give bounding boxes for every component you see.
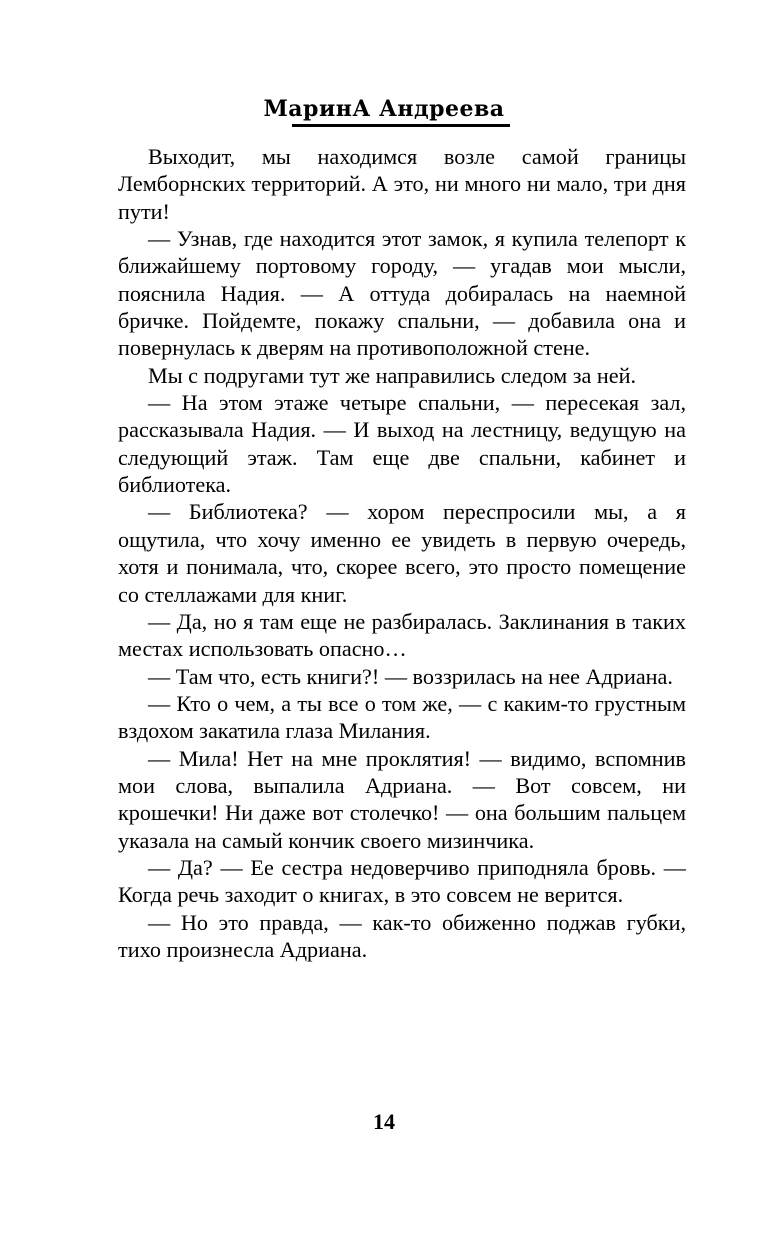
paragraph: — Кто о чем, а ты все о том же, — с каким-то грустным вздохом закатила глаза Милания. <box>118 690 686 744</box>
author-name: МаринА Андреева <box>263 96 505 122</box>
header-underline <box>292 124 510 127</box>
paragraph: — Да, но я там еще не разбиралась. Заклинания в таких местах использовать опасно… <box>118 608 686 662</box>
paragraph: — Но это правда, — как-то обиженно поджав губки, тихо произнесла Адриана. <box>118 909 686 962</box>
body-text <box>118 143 686 963</box>
running-header <box>0 96 768 126</box>
paragraph: Мы с подругами тут же направились следом за ней. <box>148 362 637 388</box>
paragraph: — Да? — Ее сестра недоверчиво приподняла бровь. — Когда речь заходит о книгах, в это совсем не верится. <box>118 854 686 908</box>
paragraph: — Библиотека? — хором переспросили мы, а я ощутила, что хочу именно ее увидеть в первую очередь, хотя и понимала, что, скорее всего, это просто помещение со стеллажами для книг. <box>118 499 686 607</box>
page-number: 14 <box>373 1109 395 1134</box>
paragraph: Выходит, мы находимся возле самой границы Лемборнских территорий. А это, ни много ни мало, три дня пути! <box>118 144 686 224</box>
paragraph: — На этом этаже четыре спальни, — пересекая зал, рассказывала Надия. — И выход на лестницу, ведущую на следующий этаж. Там еще две спальни, кабинет и библиотека. <box>118 390 686 498</box>
paragraph: — Узнав, где находится этот замок, я купила телепорт к ближайшему портовому городу, — угадав мои мысли, пояснила Надия. — А оттуда добиралась на наемной бричке. Пойдемте, покажу спальни, — добавила она и повернулась к дверям на противоположной стене. <box>118 226 686 361</box>
paragraph: — Там что, есть книги?! — воззрилась на нее Адриана. <box>148 663 673 689</box>
paragraph: — Мила! Нет на мне проклятия! — видимо, вспомнив мои слова, выпалила Адриана. — Вот совсем, ни крошечки! Ни даже вот столечко! — она большим пальцем указала на самый кончик своего мизинчика. <box>118 745 686 853</box>
